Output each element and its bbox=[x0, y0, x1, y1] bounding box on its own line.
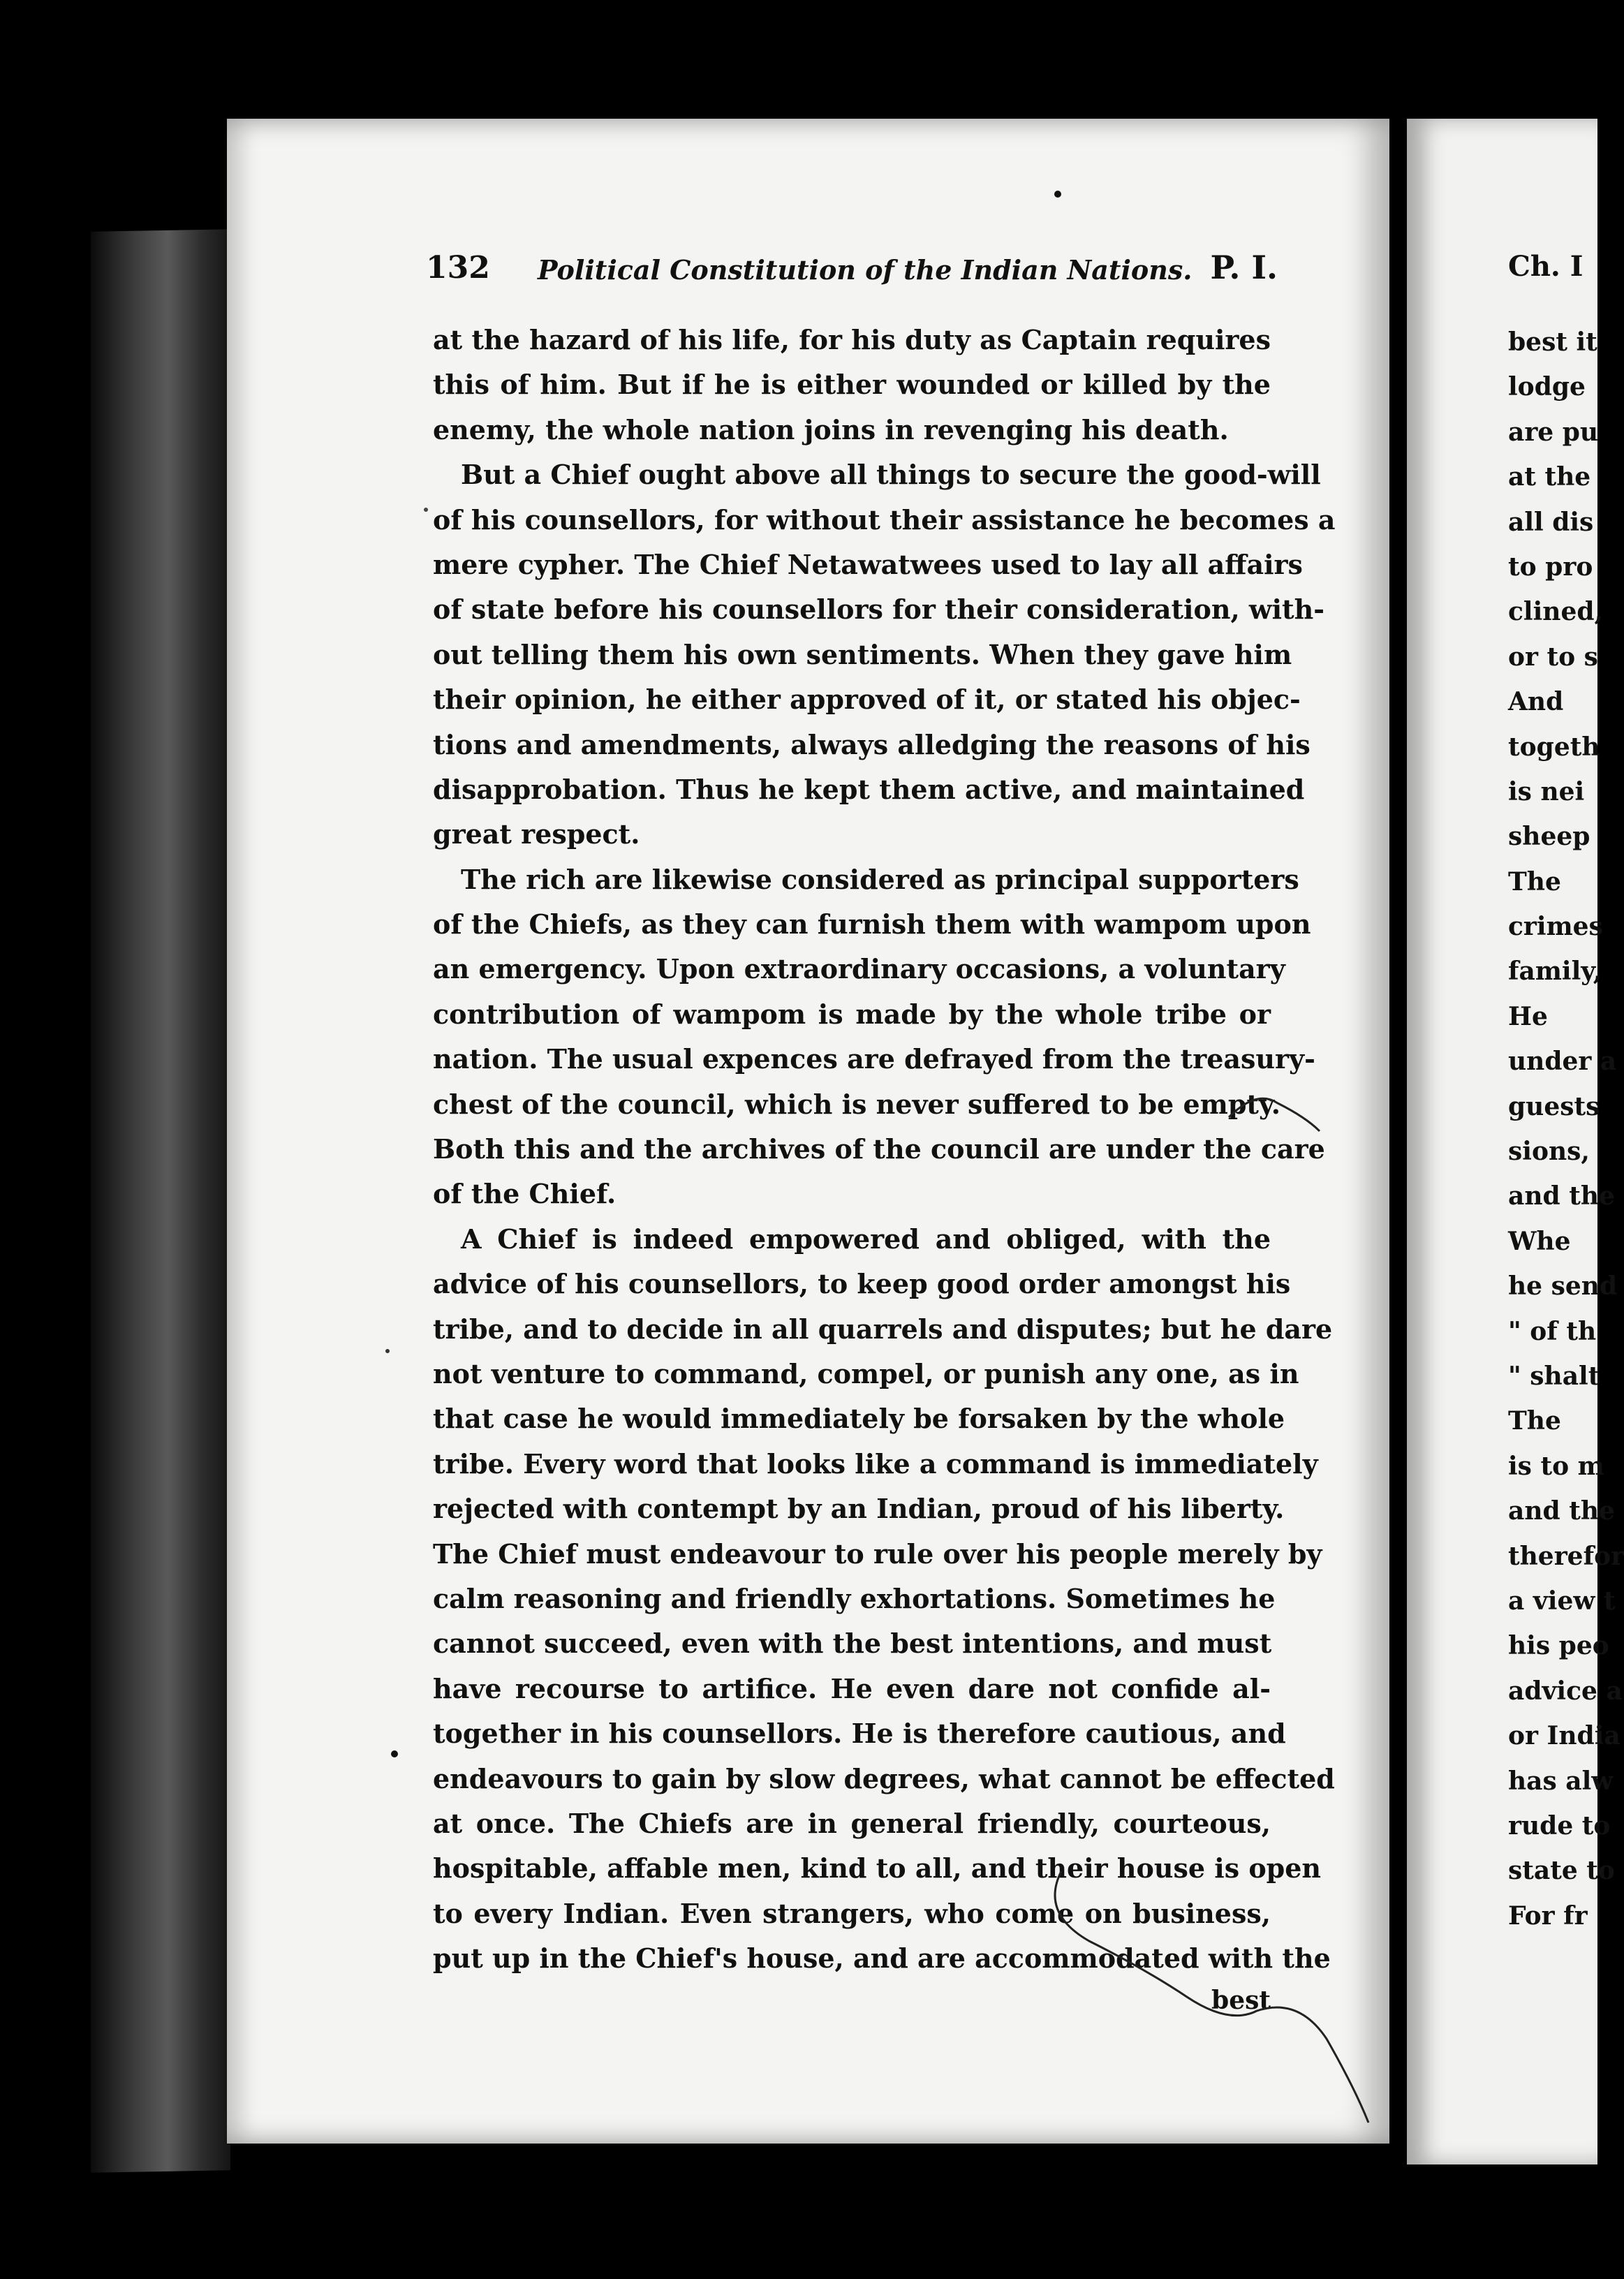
facing-line: state to bbox=[1508, 1856, 1615, 1886]
facing-line: For fr bbox=[1508, 1901, 1588, 1931]
facing-line: " shalt bbox=[1508, 1361, 1600, 1391]
text-line: at the hazard of his life, for his duty as Captain requires bbox=[433, 324, 1271, 355]
facing-line: all dis bbox=[1508, 507, 1594, 537]
text-line: at once. The Chiefs are in general friendly, courteous, bbox=[433, 1807, 1271, 1839]
body-text bbox=[433, 318, 1336, 2016]
text-line: disapprobation. Thus he kept them active, and maintained bbox=[433, 773, 1305, 805]
text-line: together in his counsellors. He is therefore cautious, and bbox=[433, 1718, 1286, 1750]
text-line: mere cypher. The Chief Netawatwees used to lay all affairs bbox=[433, 548, 1303, 580]
text-line: to every Indian. Even strangers, who come on business, bbox=[433, 1897, 1271, 1929]
facing-line: He bbox=[1508, 1001, 1548, 1031]
facing-line: has alw bbox=[1508, 1766, 1614, 1796]
text-line: cannot succeed, even with the best intentions, and must bbox=[433, 1628, 1272, 1660]
facing-line: family, bbox=[1508, 957, 1602, 987]
text-line: that case he would immediately be forsaken by the whole bbox=[433, 1403, 1285, 1435]
page-number: 132 bbox=[426, 250, 490, 286]
facing-line: And bbox=[1508, 687, 1564, 717]
page-header bbox=[426, 250, 1278, 292]
text-line: put up in the Chief's house, and are accommodated with the bbox=[433, 1942, 1331, 1975]
text-line: out telling them his own sentiments. When they gave him bbox=[433, 638, 1292, 670]
text-line: tribe. Every word that looks like a command is immediately bbox=[433, 1447, 1318, 1480]
facing-line: The bbox=[1508, 866, 1561, 897]
text-line: of the Chiefs, as they can furnish them with wampom upon bbox=[433, 908, 1311, 941]
text-line: of the Chief. bbox=[433, 1178, 617, 1210]
text-line: enemy, the whole nation joins in revenging his death. bbox=[433, 413, 1229, 445]
book-binding-edge bbox=[91, 229, 230, 2172]
text-line: of state before his counsellors for their consideration, with- bbox=[433, 593, 1325, 626]
text-line: endeavours to gain by slow degrees, what cannot be effected bbox=[433, 1762, 1335, 1794]
text-line: calm reasoning and friendly exhortations. Sometimes he bbox=[433, 1582, 1276, 1614]
facing-line: is nei bbox=[1508, 776, 1585, 806]
facing-line: sions, bbox=[1508, 1137, 1590, 1167]
facing-line: best it bbox=[1508, 327, 1597, 357]
facing-line: crimes bbox=[1508, 912, 1603, 942]
facing-line: or to s bbox=[1508, 642, 1598, 672]
text-line: rejected with contempt by an Indian, proud of his liberty. bbox=[433, 1493, 1285, 1525]
running-title: Political Constitution of the Indian Nations. bbox=[538, 254, 1193, 286]
facing-line: sheep bbox=[1508, 822, 1590, 852]
text-line: an emergency. Upon extraordinary occasions, a voluntary bbox=[433, 953, 1285, 985]
text-line: this of him. But if he is either wounded or killed by the bbox=[433, 369, 1271, 401]
text-line: tribe, and to decide in all quarrels and disputes; but he dare bbox=[433, 1313, 1333, 1345]
facing-line: and the bbox=[1508, 1496, 1615, 1526]
facing-line: he send bbox=[1508, 1271, 1618, 1301]
text-line: chest of the council, which is never suffered to be empty. bbox=[433, 1088, 1280, 1120]
facing-line: or India bbox=[1508, 1721, 1621, 1751]
facing-line: are pu bbox=[1508, 417, 1599, 447]
facing-line: Whe bbox=[1508, 1226, 1571, 1256]
text-line: contribution of wampom is made by the whole tribe or bbox=[433, 998, 1271, 1030]
facing-page-header: Ch. I bbox=[1508, 250, 1584, 283]
facing-line: therefor bbox=[1508, 1541, 1624, 1571]
facing-page-lines bbox=[1508, 320, 1624, 1938]
text-line: their opinion, he either approved of it, or stated his objec- bbox=[433, 684, 1301, 716]
text-line: The Chief must endeavour to rule over his people merely by bbox=[433, 1537, 1322, 1570]
facing-line: to pro bbox=[1508, 552, 1593, 582]
facing-line: at the bbox=[1508, 462, 1591, 492]
facing-line: advice a bbox=[1508, 1676, 1623, 1706]
facing-line: clined, bbox=[1508, 597, 1604, 627]
facing-line: is to m bbox=[1508, 1451, 1604, 1481]
text-line: Both this and the archives of the council are under the care bbox=[433, 1133, 1325, 1165]
catchword: best bbox=[1211, 1986, 1271, 2016]
text-line: great respect. bbox=[433, 818, 640, 850]
facing-line: rude to bbox=[1508, 1810, 1611, 1841]
facing-line: a view t bbox=[1508, 1586, 1616, 1616]
facing-line: togeth bbox=[1508, 732, 1600, 762]
facing-line: his peo bbox=[1508, 1631, 1609, 1661]
part-mark: P. I. bbox=[1210, 249, 1278, 286]
text-line: not venture to command, compel, or punish any one, as in bbox=[433, 1357, 1299, 1389]
facing-line: lodge bbox=[1508, 372, 1586, 402]
text-line: of his counsellors, for without their assistance he becomes a bbox=[433, 503, 1336, 536]
facing-line: The bbox=[1508, 1406, 1561, 1436]
text-line: advice of his counsellors, to keep good order amongst his bbox=[433, 1268, 1291, 1300]
text-line: nation. The usual expences are defrayed from the treasury- bbox=[433, 1043, 1315, 1075]
facing-line: " of th bbox=[1508, 1316, 1597, 1346]
text-line: The rich are likewise considered as principal supporters bbox=[461, 863, 1299, 895]
facing-line: under a bbox=[1508, 1047, 1617, 1077]
text-line: tions and amendments, always alledging the reasons of his bbox=[433, 728, 1311, 760]
text-line: A Chief is indeed empowered and obliged, with the bbox=[461, 1223, 1271, 1255]
facing-line: guests bbox=[1508, 1091, 1600, 1121]
text-line: have recourse to artifice. He even dare not confide al- bbox=[433, 1672, 1271, 1704]
text-line: hospitable, affable men, kind to all, and their house is open bbox=[433, 1852, 1322, 1885]
facing-line: and the bbox=[1508, 1181, 1615, 1211]
text-line: But a Chief ought above all things to secure the good-will bbox=[461, 459, 1321, 491]
